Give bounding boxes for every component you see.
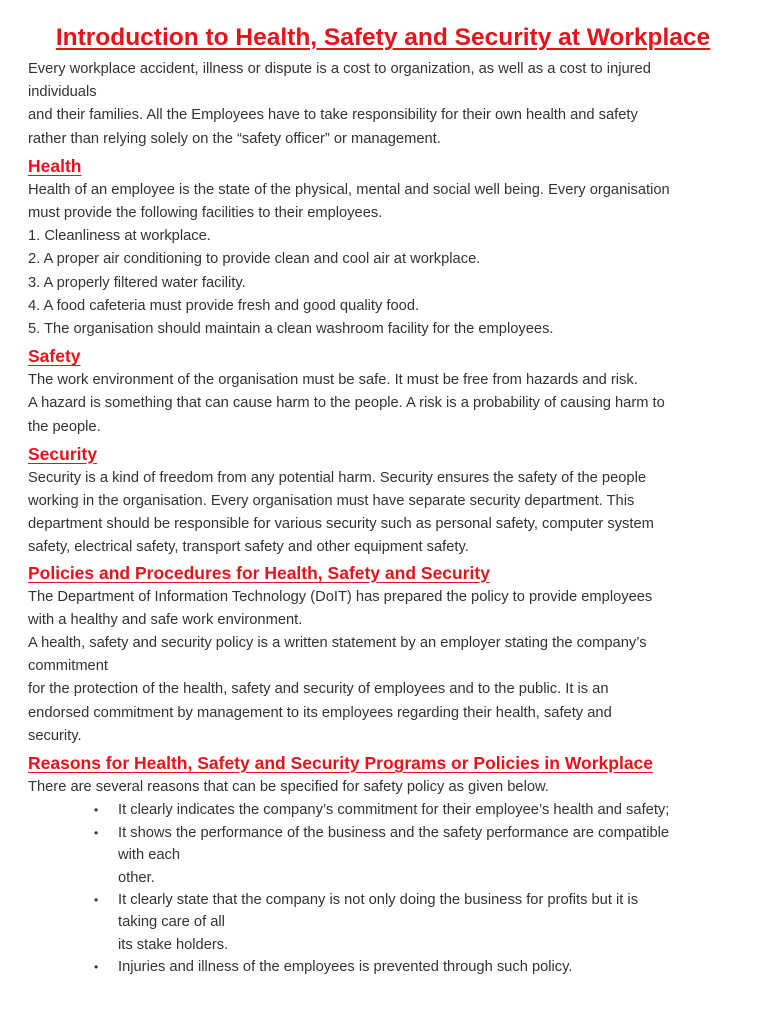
health-list-item: 2. A proper air conditioning to provide clean and cool air at workplace. — [28, 251, 481, 268]
list-item-text: other. — [118, 869, 155, 886]
safety-heading: Safety — [28, 346, 81, 367]
security-line: Security is a kind of freedom from any potential harm. Security ensures the safety of the people — [28, 469, 647, 486]
bullet-icon: • — [94, 960, 99, 975]
policies-line: endorsed commitment by management to its employees regarding their health, safety and — [28, 704, 612, 721]
list-item-text: It clearly state that the company is not only doing the business for profits but it is — [118, 891, 639, 908]
list-item-text: with each — [118, 847, 181, 864]
safety-line: A hazard is something that can cause harm to the people. A risk is a probability of causing harm to — [28, 395, 665, 412]
reasons-section — [28, 750, 738, 978]
security-line: department should be responsible for various security such as personal safety, computer system — [28, 516, 654, 533]
policies-line: for the protection of the health, safety and security of employees and to the public. It is an — [28, 681, 609, 698]
security-line: safety, electrical safety, transport safety and other equipment safety. — [28, 539, 469, 556]
list-item — [94, 799, 738, 821]
list-item-text: its stake holders. — [118, 936, 229, 953]
bullet-icon: • — [94, 892, 99, 907]
reasons-heading: Reasons for Health, Safety and Security Programs or Policies in Workplace — [28, 753, 654, 774]
bullet-icon: • — [94, 803, 99, 818]
health-list-item: 1. Cleanliness at workplace. — [28, 228, 211, 245]
policies-section — [28, 560, 738, 748]
security-heading: Security — [28, 443, 98, 464]
safety-section — [28, 343, 738, 439]
list-item — [94, 956, 738, 978]
health-line: Health of an employee is the state of the physical, mental and social well being. Every organisation — [28, 181, 670, 198]
health-list-item: 4. A food cafeteria must provide fresh and good quality food. — [28, 297, 420, 314]
list-item-text: It shows the performance of the business and the safety performance are compatible — [118, 824, 670, 841]
safety-line: The work environment of the organisation must be safe. It must be free from hazards and risk. — [28, 372, 638, 389]
bullet-icon: • — [94, 825, 99, 840]
safety-line: the people. — [28, 418, 101, 435]
list-item-text: taking care of all — [118, 914, 225, 931]
intro-section — [28, 58, 738, 151]
health-heading: Health — [28, 155, 82, 176]
intro-line: individuals — [28, 84, 97, 101]
intro-line: Every workplace accident, illness or dispute is a cost to organization, as well as a cost to injured — [28, 61, 651, 77]
security-section — [28, 441, 738, 560]
health-list-item: 5. The organisation should maintain a clean washroom facility for the employees. — [28, 321, 554, 338]
security-line: working in the organisation. Every organisation must have separate security department. This — [28, 493, 635, 510]
list-item-text: Injuries and illness of the employees is prevented through such policy. — [118, 959, 573, 976]
intro-line: rather than relying solely on the “safety officer” or management. — [28, 130, 441, 147]
health-line: must provide the following facilities to their employees. — [28, 205, 383, 222]
policies-heading: Policies and Procedures for Health, Safety and Security — [28, 562, 490, 583]
policies-line: security. — [28, 727, 82, 744]
health-section — [28, 153, 738, 341]
list-item — [94, 889, 738, 956]
page-title: Introduction to Health, Safety and Security at Workplace — [55, 24, 711, 51]
reasons-intro: There are several reasons that can be specified for safety policy as given below. — [28, 779, 549, 796]
health-list-item: 3. A properly filtered water facility. — [28, 274, 246, 291]
list-item-text: It clearly indicates the company’s commitment for their employee’s health and safety; — [118, 802, 670, 819]
reasons-list — [28, 799, 738, 978]
intro-line: and their families. All the Employees have to take responsibility for their own health and safety — [28, 107, 638, 124]
list-item — [94, 822, 738, 889]
policies-line: commitment — [28, 658, 108, 675]
policies-line: with a healthy and safe work environment. — [28, 611, 303, 628]
policies-line: A health, safety and security policy is a written statement by an employer stating the company’s — [28, 635, 647, 652]
policies-line: The Department of Information Technology (DoIT) has prepared the policy to provide employees — [28, 588, 653, 605]
